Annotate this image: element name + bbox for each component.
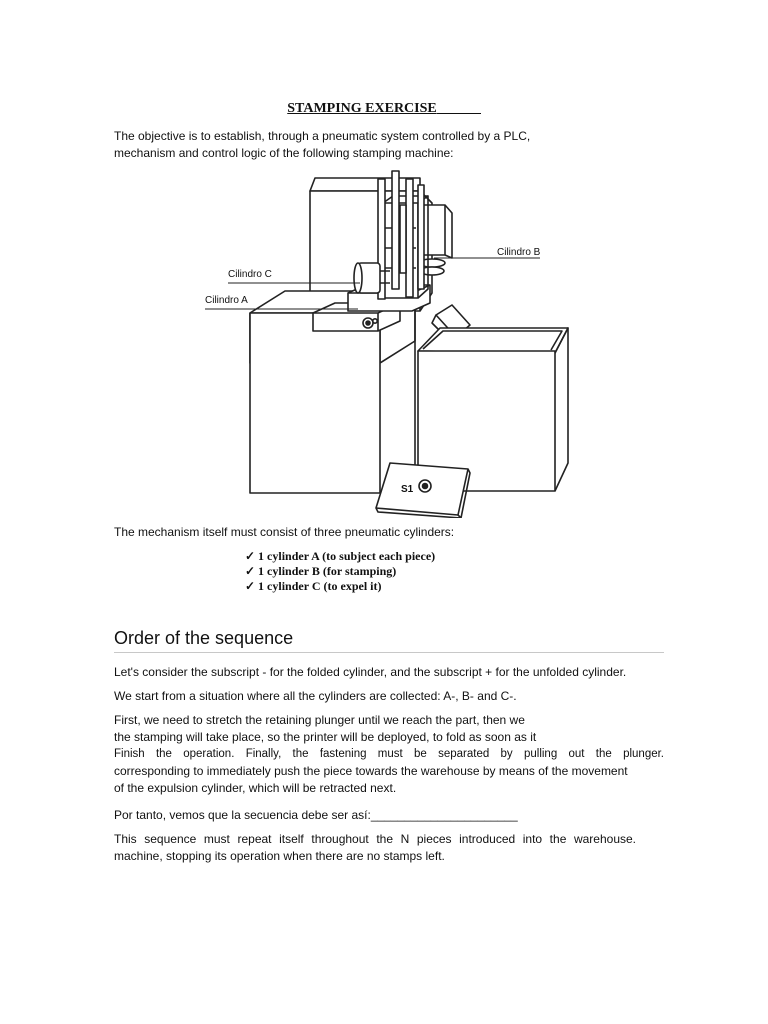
stamping-machine-drawing <box>200 163 570 518</box>
title-text: STAMPING EXERCISE <box>287 101 437 116</box>
repeat-line: machine, stopping its operation when there are no stamps left. <box>114 849 445 863</box>
intro-line-1: The objective is to establish, through a pneumatic system controlled by a PLC, <box>114 129 531 143</box>
intro-line-2: mechanism and control logic of the following stamping machine: <box>114 146 454 160</box>
start-paragraph: We start from a situation where all the cylinders are collected: A-, B- and C-. <box>114 689 517 703</box>
sequence-description <box>114 712 664 797</box>
cylinder-list-item: ✓ 1 cylinder A (to subject each piece) <box>245 549 436 563</box>
sequence-line: First, we need to stretch the retaining plunger until we reach the part, then we <box>114 713 525 727</box>
stamping-machine-figure <box>200 163 570 518</box>
intro-paragraph <box>114 128 664 162</box>
label-cilindro-a: Cilindro A <box>205 295 248 306</box>
cylinder-list-item: ✓ 1 cylinder C (to expel it) <box>245 579 382 593</box>
sequence-line: the stamping will take place, so the printer will be deployed, to fold as soon as it <box>114 730 537 744</box>
sequence-line: Finish the operation. Finally, the fastening must be separated by pulling out the plunger. <box>114 748 664 760</box>
label-sensor-s1: S1 <box>401 484 414 495</box>
sequence-blank-paragraph: Por tanto, vemos que la secuencia debe ser así:______________________ <box>114 808 518 822</box>
cylinder-list-item: ✓ 1 cylinder B (for stamping) <box>245 564 397 578</box>
sequence-line: of the expulsion cylinder, which will be retracted next. <box>114 781 397 795</box>
subscript-paragraph: Let's consider the subscript - for the folded cylinder, and the subscript + for the unfolded cylinder. <box>114 665 627 679</box>
document-title <box>0 101 768 117</box>
section-heading: Order of the sequence <box>114 628 294 648</box>
sequence-line: corresponding to immediately push the piece towards the warehouse by means of the movement <box>114 764 628 778</box>
label-cilindro-b: Cilindro B <box>497 247 541 258</box>
repeat-paragraph <box>114 831 636 865</box>
title-underline <box>437 113 481 114</box>
mechanism-intro: The mechanism itself must consist of three pneumatic cylinders: <box>114 525 455 539</box>
cylinder-list <box>245 549 435 594</box>
repeat-line: This sequence must repeat itself throughout the N pieces introduced into the warehouse. <box>114 832 636 846</box>
section-divider <box>114 652 664 653</box>
label-cilindro-c: Cilindro C <box>228 269 272 280</box>
